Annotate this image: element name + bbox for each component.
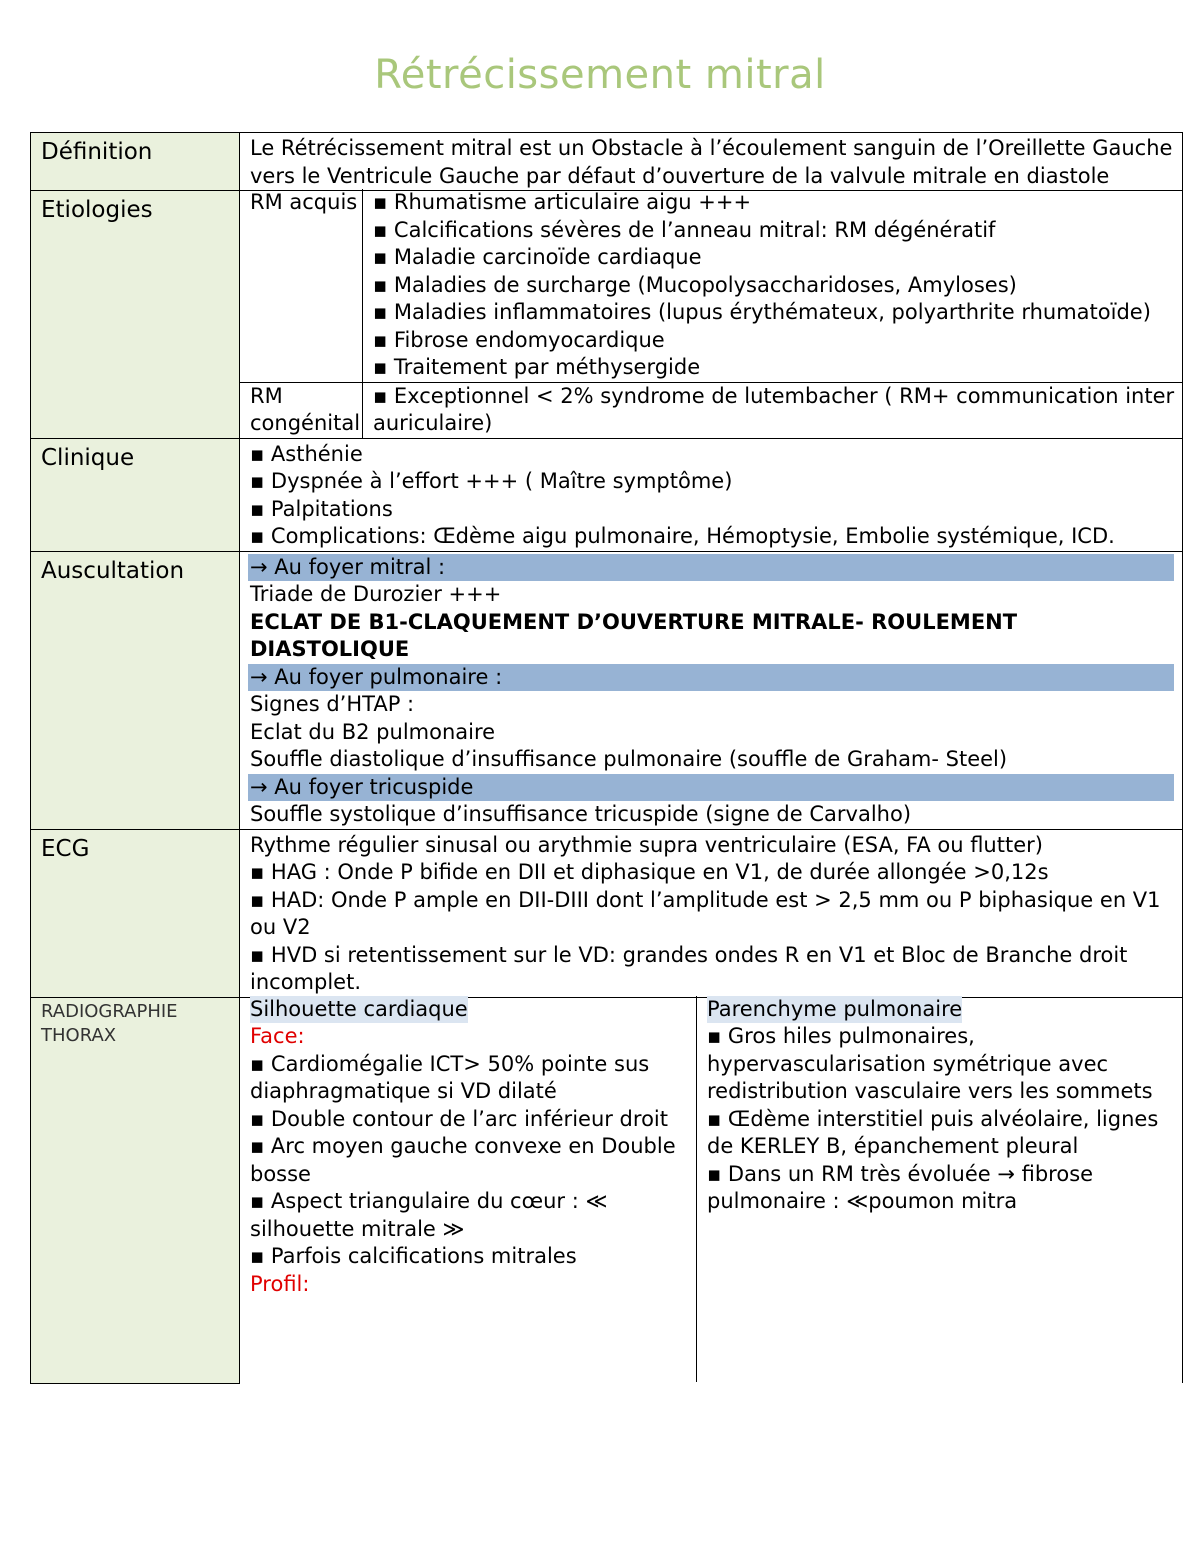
etiologies-subtable — [240, 189, 1182, 438]
foyer-mitral-heading: → Au foyer mitral : — [248, 554, 1174, 582]
list-item: ▪ Gros hiles pulmonaires, hypervascularisation symétrique avec redistribution vasculaire vers les sommets — [707, 1024, 1153, 1103]
row-radiographie — [31, 997, 1183, 1383]
etiologies-acquis-row — [240, 189, 1182, 382]
foyer-tricuspide-heading: → Au foyer tricuspide — [248, 774, 1174, 802]
profil-label: Profil: — [250, 1271, 310, 1296]
definition-text: Le Rétrécissement mitral est un Obstacle à l’écoulement sanguin de l’Oreillette Gauche vers le Ventricule Gauche par défaut d’ouverture de la valvule mitrale en diastole — [240, 133, 1183, 191]
list-item: ▪ Asthénie — [250, 441, 363, 466]
ecg-list — [240, 829, 1183, 997]
congenital-list — [363, 382, 1183, 438]
acquis-list — [363, 189, 1183, 382]
list-item: ▪ Maladies inflammatoires (lupus érythémateux, polyarthrite rhumatoïde) — [373, 300, 1151, 324]
radiographie-content — [240, 997, 1183, 1383]
parenchyme-column — [697, 996, 1183, 1382]
row-etiologies — [31, 191, 1183, 439]
row-definition — [31, 133, 1183, 191]
label-auscultation: Auscultation — [31, 551, 240, 829]
page-title: Rétrécissement mitral — [374, 52, 826, 98]
tricuspide-text: Souffle systolique d’insuffisance tricuspide (signe de Carvalho) — [250, 802, 912, 826]
list-item: ▪ Palpitations — [250, 496, 393, 521]
list-item: ▪ Rhumatisme articulaire aigu +++ — [373, 190, 752, 214]
list-item: ▪ HAG : Onde P bifide en DII et diphasique en V1, de durée allongée >0,12s — [250, 860, 1049, 884]
etiologies-congenital-row — [240, 382, 1182, 438]
label-ecg: ECG — [31, 829, 240, 997]
list-item: ▪ Maladie carcinoïde cardiaque — [373, 245, 702, 269]
list-item: Rythme régulier sinusal ou arythmie supra ventriculaire (ESA, FA ou flutter) — [250, 832, 1043, 857]
list-item: ▪ Arc moyen gauche convexe en Double bosse — [250, 1134, 676, 1186]
radiographie-split — [240, 996, 1182, 1382]
congenital-label: RM congénital — [240, 382, 363, 438]
list-item: ▪ Fibrose endomyocardique — [373, 327, 665, 352]
label-clinique: Clinique — [31, 438, 240, 551]
foyer-pulmonaire-heading: → Au foyer pulmonaire : — [248, 664, 1174, 692]
list-item: Signes d’HTAP : — [250, 692, 415, 716]
summary-table — [30, 132, 1183, 1384]
list-item: ▪ HVD si retentissement sur le VD: grandes ondes R en V1 et Bloc de Branche droit incomplet. — [250, 942, 1128, 994]
list-item: ▪ Aspect triangulaire du cœur : ≪ silhouette mitrale ≫ — [250, 1189, 608, 1241]
list-item: ▪ Œdème interstitiel puis alvéolaire, lignes de KERLEY B, épanchement pleural — [707, 1106, 1159, 1158]
list-item: ▪ Calcifications sévères de l’anneau mitral: RM dégénératif — [373, 217, 996, 242]
list-item: ▪ Parfois calcifications mitrales — [250, 1244, 577, 1268]
triade-text: Triade de Durozier +++ — [250, 582, 502, 606]
list-item: ▪ Exceptionnel < 2% syndrome de lutembacher ( RM+ communication inter auriculaire) — [373, 383, 1175, 435]
list-item: ▪ HAD: Onde P ample en DII-DIII dont l’amplitude est > 2,5 mm ou P biphasique en V1 ou V2 — [250, 887, 1161, 939]
list-item: ▪ Complications: Œdème aigu pulmonaire, Hémoptysie, Embolie systémique, ICD. — [250, 524, 1115, 548]
label-definition: Définition — [31, 133, 240, 191]
clinique-list — [240, 438, 1183, 551]
label-etiologies: Etiologies — [31, 191, 240, 439]
parenchyme-title: Parenchyme pulmonaire — [707, 996, 962, 1024]
list-item: Eclat du B2 pulmonaire — [250, 719, 496, 744]
list-item: ▪ Dyspnée à l’effort +++ ( Maître symptôme) — [250, 469, 733, 493]
etiologies-content — [240, 191, 1183, 439]
row-ecg — [31, 829, 1183, 997]
list-item: Souffle diastolique d’insuffisance pulmonaire (souffle de Graham- Steel) — [250, 747, 1008, 771]
list-item: ▪ Traitement par méthysergide — [373, 355, 701, 379]
triade-detail: ECLAT DE B1-CLAQUEMENT D’OUVERTURE MITRALE- ROULEMENT DIASTOLIQUE — [250, 609, 1018, 661]
label-radiographie: RADIOGRAPHIE THORAX — [31, 997, 240, 1383]
auscultation-content — [240, 551, 1183, 829]
row-clinique — [31, 438, 1183, 551]
list-item: ▪ Dans un RM très évoluée → fibrose pulmonaire : ≪poumon mitra — [707, 1161, 1094, 1213]
silhouette-title: Silhouette cardiaque — [250, 996, 468, 1024]
list-item: ▪ Maladies de surcharge (Mucopolysaccharidoses, Amyloses) — [373, 272, 1017, 297]
list-item: ▪ Double contour de l’arc inférieur droit — [250, 1106, 668, 1131]
acquis-label: RM acquis — [240, 189, 363, 382]
row-auscultation — [31, 551, 1183, 829]
list-item: ▪ Cardiomégalie ICT> 50% pointe sus diaphragmatique si VD dilaté — [250, 1051, 650, 1103]
face-label: Face: — [250, 1024, 305, 1048]
silhouette-column — [240, 996, 697, 1382]
